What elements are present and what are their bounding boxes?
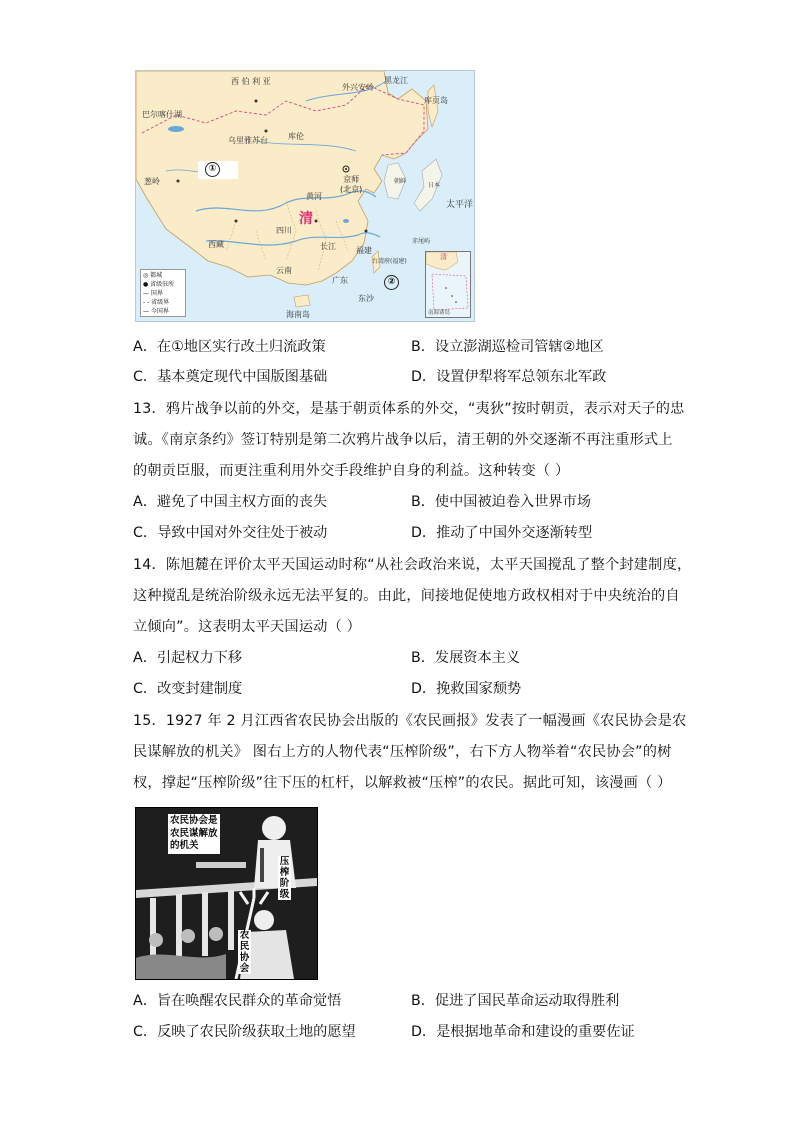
q12-option-a[interactable]: A．在①地区实行改土归流政策 [133,339,326,355]
map-label-changjiang: 长江 [320,242,336,251]
cartoon-label-peasant-association: 农民协会 [239,930,250,974]
q12-option-c[interactable]: C．基本奠定现代中国版图基础 [133,369,328,385]
inset-caption: 南海诸岛 [428,310,451,316]
map-label-waixingan: 外兴安岭 [342,83,374,92]
legend-item: ◎ 都城 [143,272,163,279]
q13-option-b[interactable]: B．使中国被迫卷入世界市场 [411,494,591,510]
map-label-sichuan: 四川 [276,226,292,235]
map-label-chixi: 赤尾屿 [412,238,431,245]
map-label-huanghe: 黄河 [306,192,322,201]
map-label-korea: 朝鲜 [394,178,407,185]
map-label-taiwan: 台湾府(福建) [372,258,407,265]
map-label-xizang: 西藏 [208,240,224,249]
q13-stem-line: 13．鸦片战争以前的外交，是基于朝贡体系的外交，“夷狄”按时朝贡，表示对天子的忠 [133,401,685,417]
q14-stem-line: 这种搅乱是统治阶级永远无法平复的。由此，间接地促使地方政权相对于中央统治的自 [133,588,680,604]
inset-label-qing: 清 [440,253,447,261]
q14-option-d[interactable]: D．挽救国家颓势 [411,681,522,697]
map-label-balkhash: 巴尔喀什湖 [142,110,182,119]
peasant-association-cartoon [135,807,318,980]
q15-option-a[interactable]: A．旨在唤醒农民群众的革命觉悟 [133,993,342,1009]
map-graphic [136,71,474,321]
map-label-beijing: (北京) [340,185,363,194]
q15-option-c[interactable]: C．反映了农民阶级获取土地的愿望 [133,1024,356,1040]
q13-stem-line: 的朝贡臣服，而更注重利用外交手段维护自身的利益。这种转变（ ） [133,463,570,479]
south-china-sea-inset [425,251,471,318]
q13-option-d[interactable]: D．推动了中国外交逐渐转型 [411,525,593,541]
q14-option-c[interactable]: C．改变封建制度 [133,681,243,697]
q15-option-d[interactable]: D．是根据地革命和建设的重要佐证 [411,1024,635,1040]
map-label-siberia: 西 伯 利 亚 [231,77,271,86]
q13-option-c[interactable]: C．导致中国对外交往处于被动 [133,525,328,541]
map-label-congling: 葱岭 [144,177,160,186]
map-label-kulun: 库伦 [288,132,304,141]
qing-dynasty-map [135,70,475,322]
q12-option-b[interactable]: B．设立澎湖巡检司管辖②地区 [411,339,604,355]
map-marker-1: ① [205,162,220,177]
map-label-fujian: 福建 [356,246,372,255]
q12-option-d[interactable]: D．设置伊犁将军总领东北军政 [411,369,607,385]
map-label-japan: 日本 [428,182,441,189]
legend-item: ● 省级驻所 [143,281,175,288]
q15-stem-line: 民谋解放的机关》 图右上方的人物代表“压榨阶级”，右下方人物举着“农民协会”的树 [133,744,672,760]
legend-item: — 今国界 [143,308,169,315]
map-label-hainan: 海南岛 [286,310,310,319]
map-label-heilongjiang: 黑龙江 [384,76,408,85]
q14-option-b[interactable]: B．发展资本主义 [411,650,521,666]
q15-stem-line: 杈，撑起“压榨阶级”往下压的杠杆，以解救被“压榨”的农民。据此可知，该漫画（ ） [133,775,672,791]
map-label-yunnan: 云南 [276,266,292,275]
map-label-capital [340,175,362,195]
q14-stem-line: 立倾向”。这表明太平天国运动（ ） [133,619,362,635]
map-legend [140,269,186,317]
map-marker-2: ② [384,275,399,290]
map-label-jingshi: 京师 [343,175,360,184]
map-label-guangdong: 广东 [332,276,348,285]
q15-option-b[interactable]: B．促进了国民革命运动取得胜利 [411,993,620,1009]
map-label-wulasutai: 乌里雅苏台 [228,136,268,145]
map-label-dongsha: 东沙 [358,294,374,303]
q14-option-a[interactable]: A．引起权力下移 [133,650,243,666]
q13-option-a[interactable]: A．避免了中国主权方面的丧失 [133,494,328,510]
map-label-qing: 清 [299,211,313,227]
legend-item: - - 省级界 [143,299,170,306]
map-label-kuye: 库页岛 [424,96,448,105]
cartoon-title: 农民协会是农民谋解放的机关 [168,814,220,854]
map-label-sea: 太平洋 [446,200,474,210]
cartoon-label-oppressor: 压榨阶级 [279,856,290,900]
q13-stem-line: 诚。《南京条约》签订特别是第二次鸦片战争以后，清王朝的外交逐渐不再注重形式上 [133,432,673,448]
legend-item: — 国界 [143,290,163,297]
q15-stem-line: 15．1927 年 2 月江西省农民协会出版的《农民画报》发表了一幅漫画《农民协会是农 [133,713,687,729]
q14-stem-line: 14．陈旭麓在评价太平天国运动时称“从社会政治来说，太平天国搅乱了整个封建制度， [133,557,692,573]
